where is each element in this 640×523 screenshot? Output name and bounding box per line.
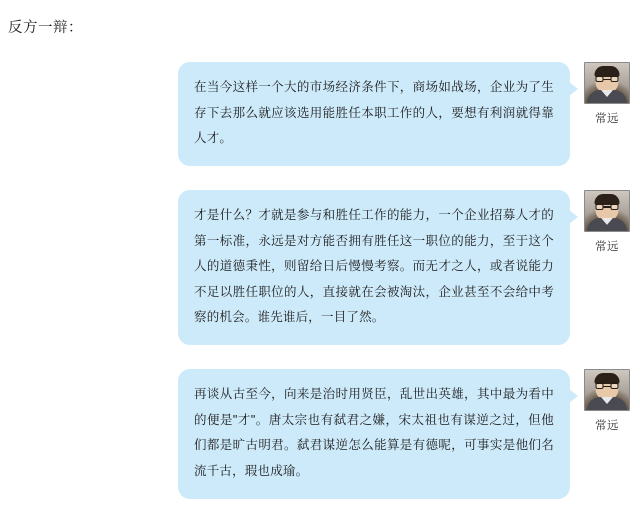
message-sender [580, 62, 634, 126]
avatar [584, 369, 630, 411]
message-bubble-wrapper [178, 62, 570, 166]
avatar-glasses-icon [596, 76, 619, 82]
avatar-glasses-icon [596, 204, 619, 210]
sender-name: 常远 [595, 420, 619, 432]
avatar-glasses-icon [596, 383, 619, 389]
message-text: 在当今这样一个大的市场经济条件下，商场如战场，企业为了生存下去那么就应该选用能胜任本职工作的人，要想有利润就得靠人才。 [178, 62, 570, 166]
message-thread [0, 62, 640, 523]
message-bubble-wrapper [178, 190, 570, 345]
message-text: 才是什么？才就是参与和胜任工作的能力，一个企业招募人才的第一标准，永远是对方能否拥有胜任这一职位的能力，至于这个人的道德秉性，则留给日后慢慢考察。而无才之人，或者说能力不足以胜任职位的人，直接就在会被淘汰，企业甚至不会给中考察的机会。谁先谁后，一目了然。 [178, 190, 570, 345]
page-title: 反方一辩： [8, 20, 83, 36]
message-text: 再谈从古至今，向来是治时用贤臣，乱世出英雄，其中最为看中的便是"才"。唐太宗也有弑君之嫌，宋太祖也有谋逆之过，但他们都是旷古明君。弑君谋逆怎么能算是有德呢，可事实是他们名流千古，瑕也成瑜。 [178, 369, 570, 499]
message-row [0, 190, 640, 345]
avatar [584, 190, 630, 232]
sender-name: 常远 [595, 240, 619, 253]
avatar [584, 62, 630, 104]
message-row [0, 369, 640, 499]
message-sender [580, 190, 634, 254]
message-sender [580, 369, 634, 433]
message-bubble-wrapper [178, 369, 570, 499]
sender-name: 常远 [595, 113, 619, 125]
message-row [0, 62, 640, 166]
